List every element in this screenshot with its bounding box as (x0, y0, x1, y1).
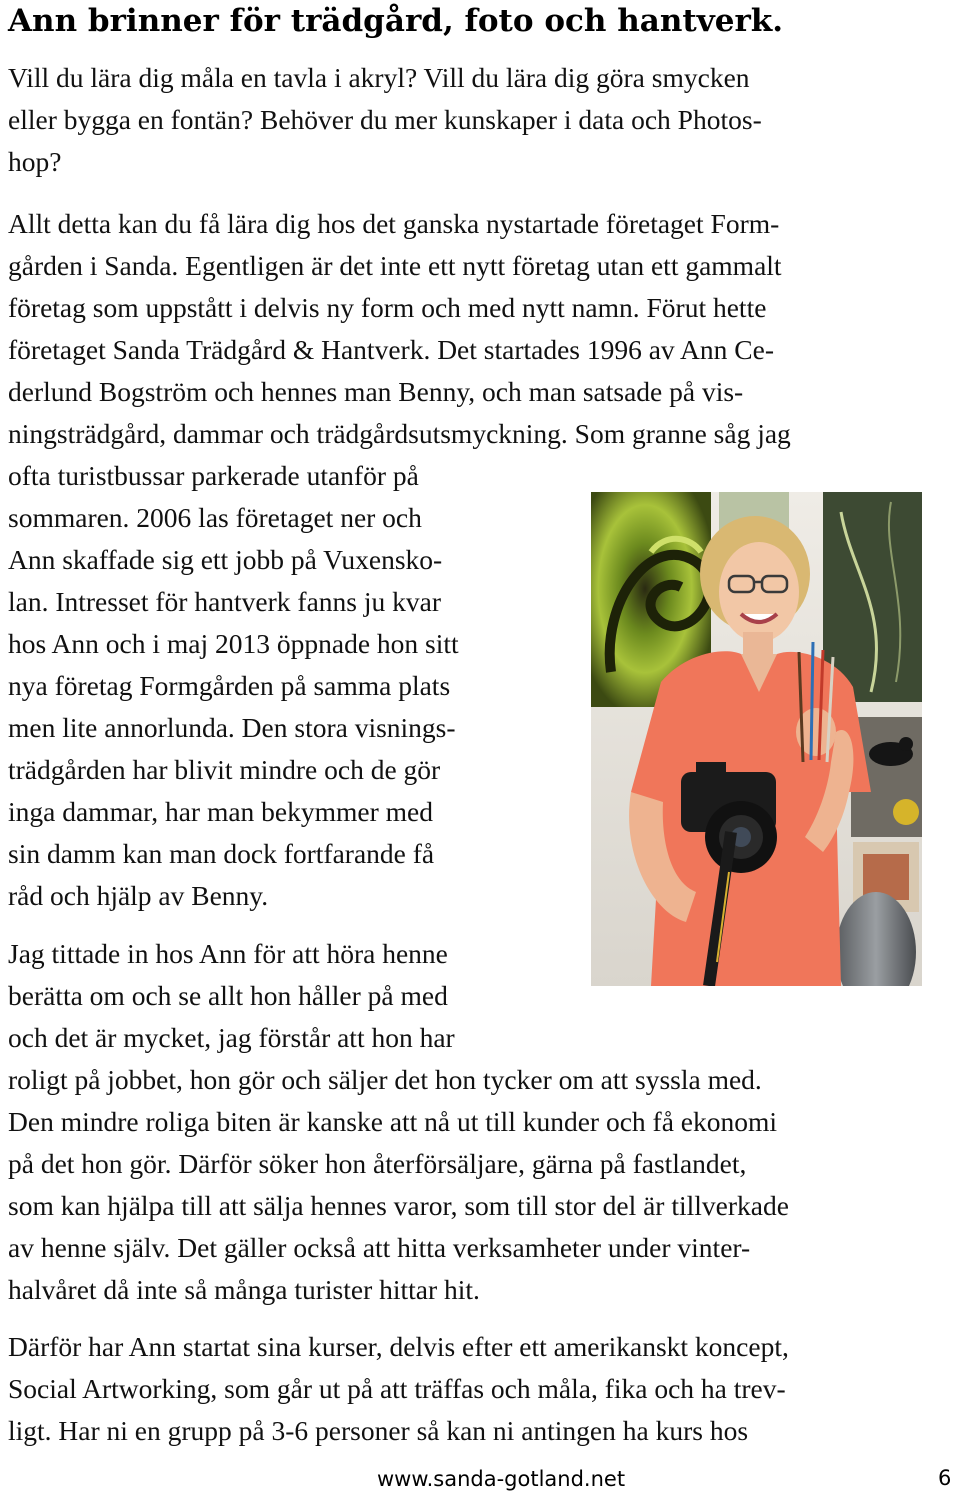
body-line: Allt detta kan du få lära dig hos det ganska nystartade företaget Form- (8, 208, 780, 239)
body-line: berätta om och se allt hon håller på med (8, 980, 448, 1011)
body-line: Den mindre roliga biten är kanske att nå ut till kunder och få ekonomi (8, 1106, 778, 1137)
body-line: derlund Bogström och hennes man Benny, och man satsade på vis- (8, 376, 744, 407)
footer-website-url[interactable]: www.sanda-gotland.net (377, 1467, 626, 1491)
body-line: sin damm kan man dock fortfarande få (8, 838, 435, 869)
body-line: men lite annorlunda. Den stora visnings- (8, 712, 456, 743)
body-line: eller bygga en fontän? Behöver du mer kunskaper i data och Photos- (8, 104, 762, 135)
body-line: nya företag Formgården på samma plats (8, 670, 451, 701)
body-line: sommaren. 2006 las företaget ner och (8, 502, 422, 533)
body-line: och det är mycket, jag förstår att hon har (8, 1022, 455, 1053)
body-line: Social Artworking, som går ut på att träffas och måla, fika och ha trev- (8, 1373, 786, 1404)
body-line: hop? (8, 146, 62, 177)
body-line: av henne själv. Det gäller också att hitta verksamheter under vinter- (8, 1232, 751, 1263)
article-photo (591, 492, 922, 986)
body-line: halvåret då inte så många turister hittar hit. (8, 1274, 480, 1305)
body-line: lan. Intresset för hantverk fanns ju kvar (8, 586, 441, 617)
body-line: ningsträdgård, dammar och trädgårdsutsmyckning. Som granne såg jag (8, 418, 791, 449)
body-line: Jag tittade in hos Ann för att höra henne (8, 938, 448, 969)
body-line: roligt på jobbet, hon gör och säljer det hon tycker om att syssla med. (8, 1064, 762, 1095)
article-title: Ann brinner för trädgård, foto och hantverk. (8, 3, 784, 39)
body-line: råd och hjälp av Benny. (8, 880, 269, 911)
page-number: 6 (938, 1466, 952, 1490)
woman-photo-illustration (591, 492, 922, 986)
body-line: företag som uppstått i delvis ny form och med nytt namn. Förut hette (8, 292, 767, 323)
body-line: som kan hjälpa till att sälja hennes varor, som till stor del är tillverkade (8, 1190, 789, 1221)
body-line: företaget Sanda Trädgård & Hantverk. Det startades 1996 av Ann Ce- (8, 334, 774, 365)
body-line: Vill du lära dig måla en tavla i akryl? Vill du lära dig göra smycken (8, 62, 750, 93)
body-line: ligt. Har ni en grupp på 3-6 personer så kan ni antingen ha kurs hos (8, 1415, 749, 1446)
body-line: ofta turistbussar parkerade utanför på (8, 460, 419, 491)
body-line: Ann skaffade sig ett jobb på Vuxensko- (8, 544, 443, 575)
body-line: hos Ann och i maj 2013 öppnade hon sitt (8, 628, 459, 659)
body-line: inga dammar, har man bekymmer med (8, 796, 434, 827)
body-line: gården i Sanda. Egentligen är det inte ett nytt företag utan ett gammalt (8, 250, 782, 281)
body-line: trädgården har blivit mindre och de gör (8, 754, 441, 785)
body-line: Därför har Ann startat sina kurser, delvis efter ett amerikanskt koncept, (8, 1331, 789, 1362)
body-line: på det hon gör. Därför söker hon återförsäljare, gärna på fastlandet, (8, 1148, 747, 1179)
